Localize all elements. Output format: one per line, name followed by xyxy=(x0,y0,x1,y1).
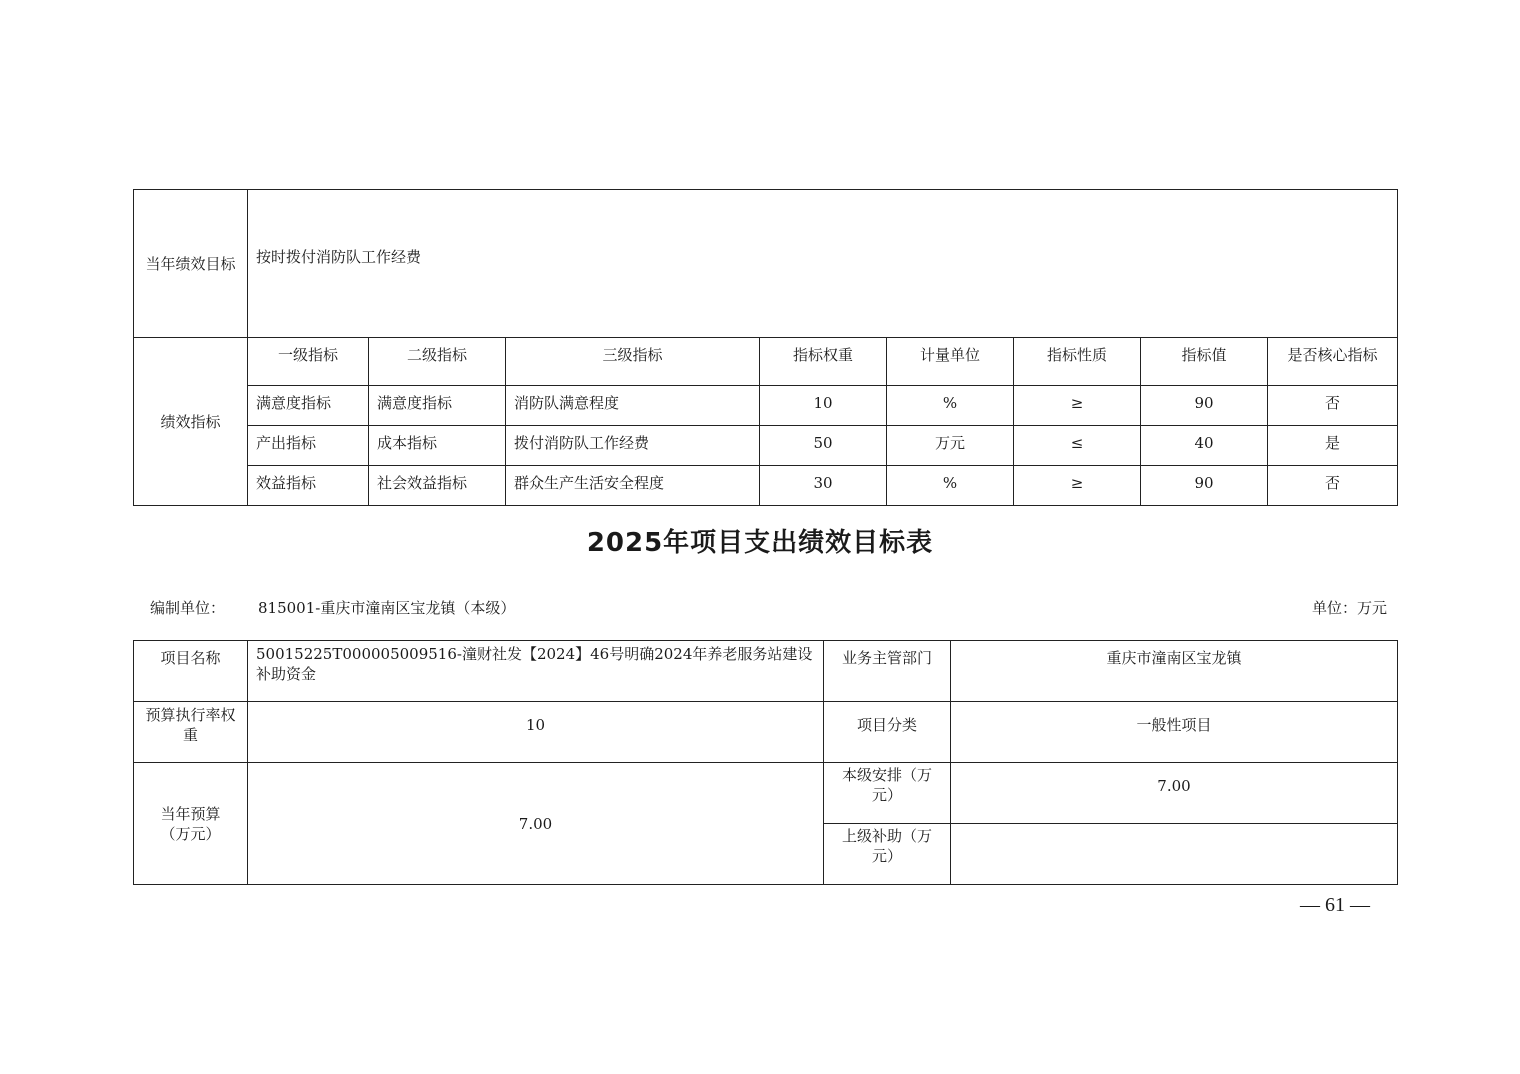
org-value: 815001-重庆市潼南区宝龙镇（本级） xyxy=(258,599,516,617)
cell-core: 否 xyxy=(1268,466,1398,506)
cell-level2: 满意度指标 xyxy=(369,386,506,426)
budget-label: 当年预算（万元） xyxy=(134,763,248,885)
header-unit: 计量单位 xyxy=(887,338,1014,386)
cell-weight: 30 xyxy=(760,466,887,506)
rate-value: 10 xyxy=(248,702,824,763)
cell-level1: 产出指标 xyxy=(248,426,369,466)
cell-core: 否 xyxy=(1268,386,1398,426)
page-number: — 61 — xyxy=(1300,894,1370,916)
header-level1: 一级指标 xyxy=(248,338,369,386)
cell-value: 90 xyxy=(1141,386,1268,426)
cell-level3: 群众生产生活安全程度 xyxy=(506,466,760,506)
goal-label: 当年绩效目标 xyxy=(134,190,248,338)
page-title: 2025年项目支出绩效目标表 xyxy=(586,528,934,558)
project-info-table xyxy=(133,640,1398,885)
goal-text: 按时拨付消防队工作经费 xyxy=(248,190,1398,338)
table-row xyxy=(134,386,1398,426)
project-name-value: 50015225T000005009516-潼财社发【2024】46号明确2024年养老服务站建设补助资金 xyxy=(248,641,824,702)
cell-level2: 成本指标 xyxy=(369,426,506,466)
cell-nature: ≤ xyxy=(1014,426,1141,466)
header-value: 指标值 xyxy=(1141,338,1268,386)
header-core: 是否核心指标 xyxy=(1268,338,1398,386)
header-level2: 二级指标 xyxy=(369,338,506,386)
cell-value: 40 xyxy=(1141,426,1268,466)
cell-level1: 满意度指标 xyxy=(248,386,369,426)
header-nature: 指标性质 xyxy=(1014,338,1141,386)
upper-label: 上级补助（万元） xyxy=(824,824,951,885)
cell-level2: 社会效益指标 xyxy=(369,466,506,506)
project-name-label: 项目名称 xyxy=(134,641,248,702)
cell-unit: % xyxy=(887,386,1014,426)
upper-value xyxy=(951,824,1398,885)
cell-weight: 10 xyxy=(760,386,887,426)
header-weight: 指标权重 xyxy=(760,338,887,386)
table-row xyxy=(134,466,1398,506)
cell-unit: % xyxy=(887,466,1014,506)
table-row xyxy=(134,426,1398,466)
cell-level1: 效益指标 xyxy=(248,466,369,506)
category-value: 一般性项目 xyxy=(951,702,1398,763)
local-value: 7.00 xyxy=(951,763,1398,824)
cell-nature: ≥ xyxy=(1014,386,1141,426)
rate-label: 预算执行率权重 xyxy=(134,702,248,763)
category-label: 项目分类 xyxy=(824,702,951,763)
local-label: 本级安排（万元） xyxy=(824,763,951,824)
performance-indicator-table xyxy=(133,189,1398,506)
dept-value: 重庆市潼南区宝龙镇 xyxy=(951,641,1398,702)
budget-value: 7.00 xyxy=(248,763,824,885)
cell-nature: ≥ xyxy=(1014,466,1141,506)
header-level3: 三级指标 xyxy=(506,338,760,386)
cell-value: 90 xyxy=(1141,466,1268,506)
org-label: 编制单位： xyxy=(150,599,226,617)
cell-weight: 50 xyxy=(760,426,887,466)
cell-level3: 消防队满意程度 xyxy=(506,386,760,426)
cell-level3: 拨付消防队工作经费 xyxy=(506,426,760,466)
cell-core: 是 xyxy=(1268,426,1398,466)
unit-label: 单位：万元 xyxy=(1311,599,1387,617)
cell-unit: 万元 xyxy=(887,426,1014,466)
dept-label: 业务主管部门 xyxy=(824,641,951,702)
indicators-label: 绩效指标 xyxy=(134,338,248,506)
